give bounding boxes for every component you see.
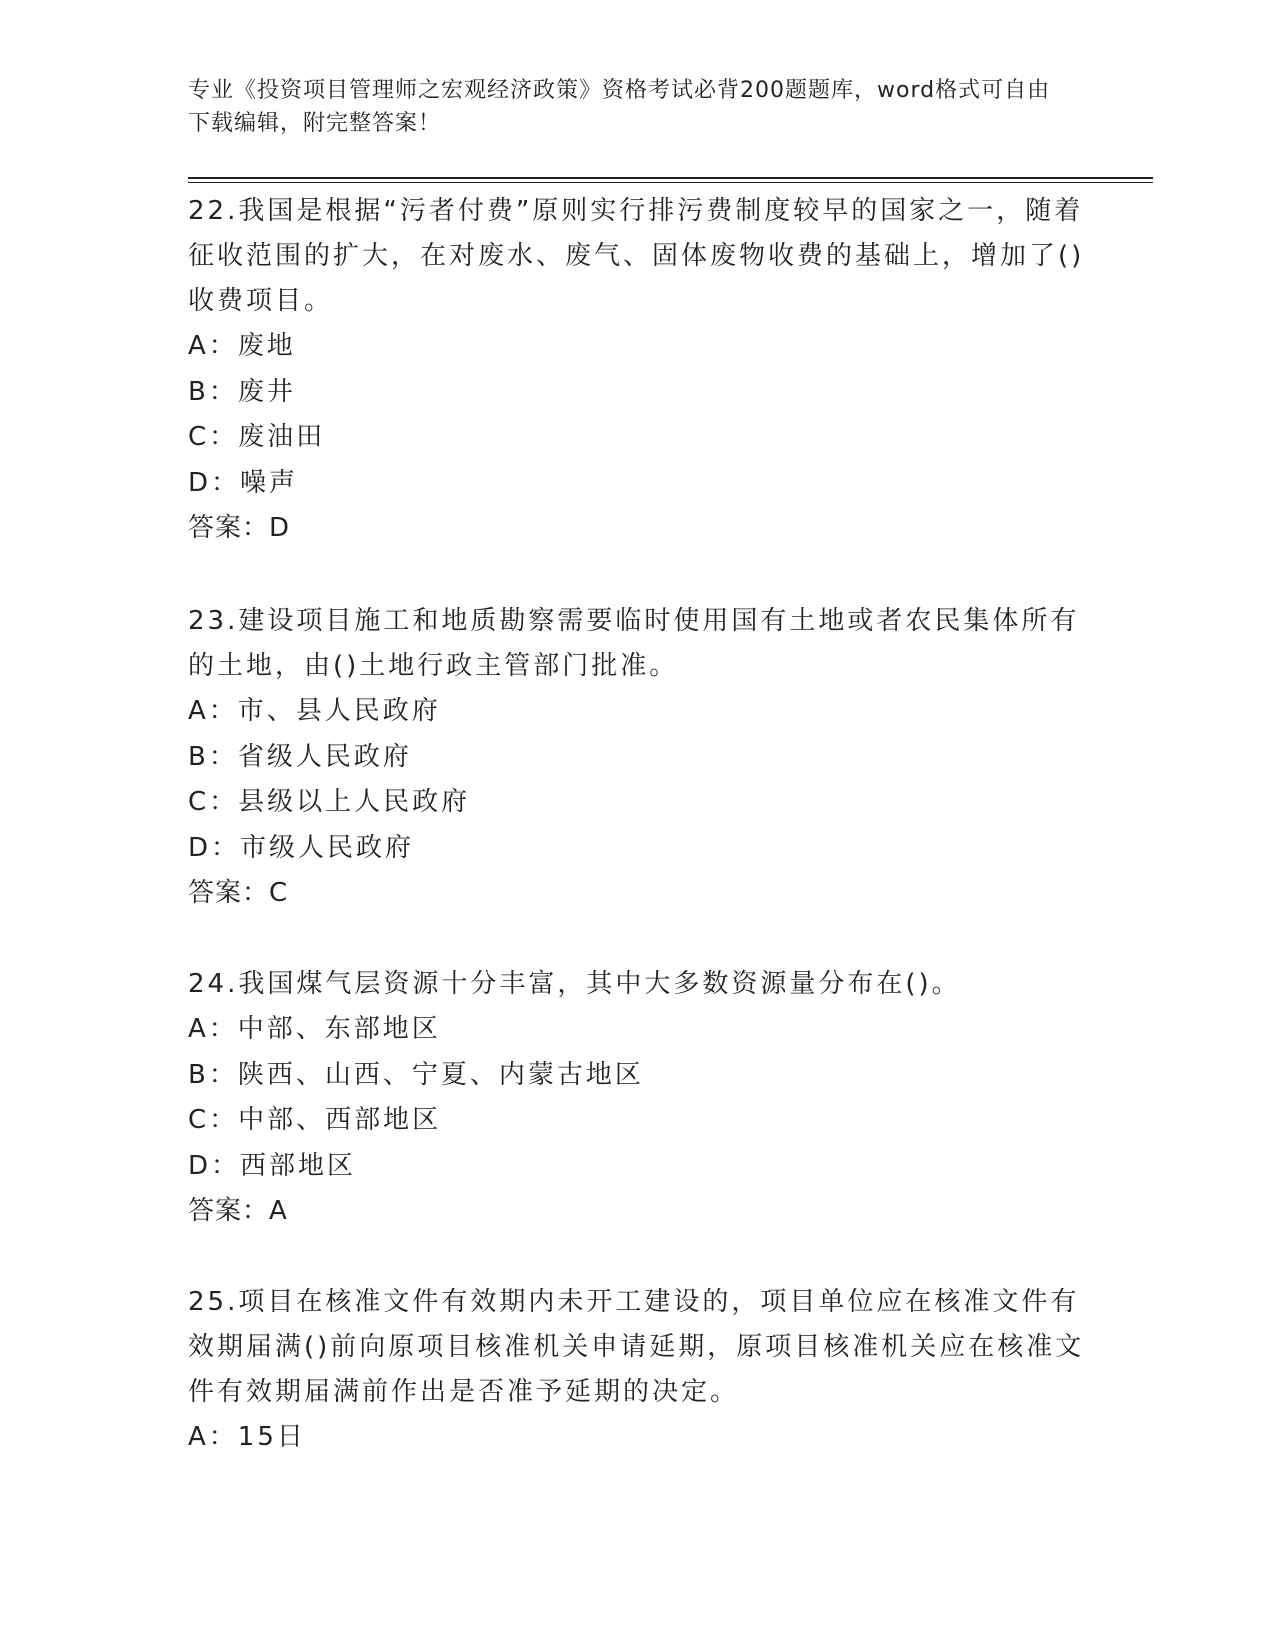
option-a: A：中部、东部地区 <box>188 1014 441 1044</box>
option-d: D：噪声 <box>188 467 299 498</box>
header-rule-thick <box>188 177 1153 179</box>
header-rule-thin <box>188 182 1153 183</box>
option-c: C：县级以上人民政府 <box>188 787 471 817</box>
question-stem: 23.建设项目施工和地质勘察需要临时使用国有土地或者农民集体所有的土地，由()土地行政主管部门批准。 <box>188 606 1080 681</box>
question-25 <box>188 1280 1088 1461</box>
option-b: B：省级人民政府 <box>188 741 412 772</box>
answer-line: 答案：A <box>188 1196 288 1226</box>
option-d: D：市级人民政府 <box>188 832 415 863</box>
option-b: B：废井 <box>188 376 296 407</box>
option-c: C：中部、西部地区 <box>188 1105 442 1135</box>
option-a: A：15日 <box>188 1422 306 1452</box>
answer-line: 答案：C <box>188 878 289 908</box>
option-c: C：废油田 <box>188 422 326 452</box>
option-b: B：陕西、山西、宁夏、内蒙古地区 <box>188 1059 644 1090</box>
option-a: A：废地 <box>188 331 296 361</box>
question-22 <box>188 189 1088 551</box>
option-a: A：市、县人民政府 <box>188 696 441 726</box>
question-24 <box>188 962 1088 1234</box>
document-header: 专业《投资项目管理师之宏观经济政策》资格考试必背200题题库，word格式可自由下载编辑，附完整答案！ <box>188 78 1051 136</box>
answer-line: 答案：D <box>188 513 291 543</box>
question-stem: 25.项目在核准文件有效期内未开工建设的，项目单位应在核准文件有效期届满()前向原项目核准机关申请延期，原项目核准机关应在核准文件有效期届满前作出是否准予延期的决定。 <box>188 1287 1085 1407</box>
question-23 <box>188 599 1088 916</box>
question-stem: 24.我国煤气层资源十分丰富，其中大多数资源量分布在()。 <box>188 969 961 999</box>
option-d: D：西部地区 <box>188 1150 357 1181</box>
question-stem: 22.我国是根据“污者付费”原则实行排污费制度较早的国家之一，随着征收范围的扩大，在对废水、废气、固体废物收费的基础上，增加了()收费项目。 <box>188 196 1085 316</box>
